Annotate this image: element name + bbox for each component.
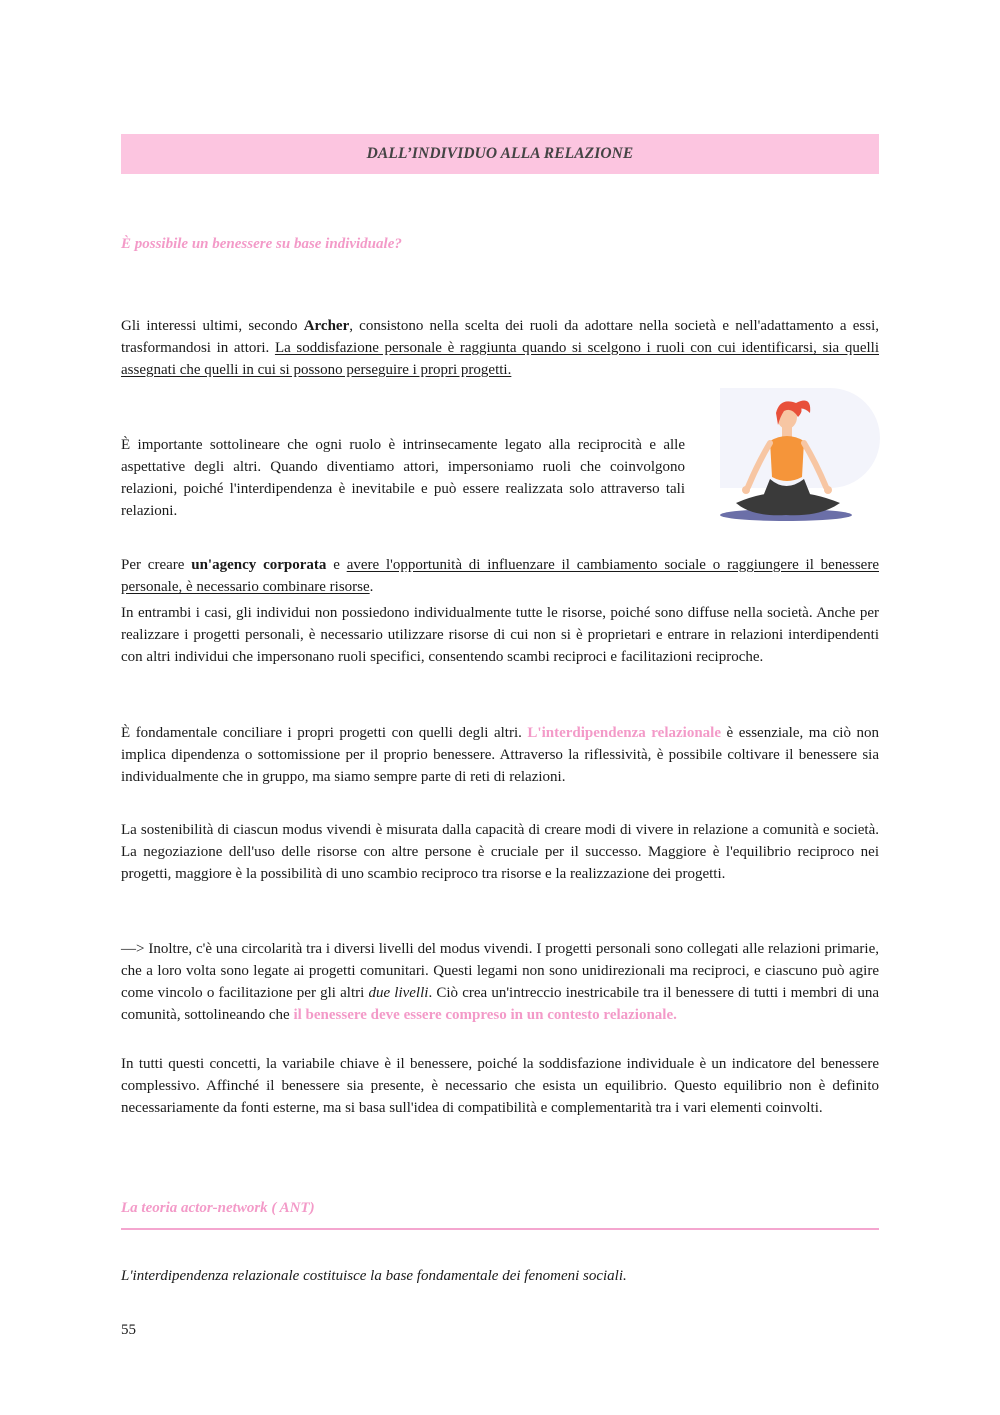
- meditation-yoga-icon: [700, 383, 880, 525]
- paragraph-resources: In entrambi i casi, gli individui non possiedono individualmente tutte le risorse, poiché sono diffuse nella società. Anche per realizzare i progetti personali, è necessario utilizzare risorse di cui non si è proprietari e entrare in relazioni interdipendenti con altri individui che impersonano ruoli specifici, consentendo scambi reciproci e facilitazioni reciproche.: [121, 605, 879, 665]
- paragraph-circularity: —> Inoltre, c'è una circolarità tra i diversi livelli del modus vivendi. I progetti personali sono collegati alle relazioni primarie, che a loro volta sono legate ai progetti comunitari. Questi legami non sono unidirezionali ma reciproci, e ciascuno può agire come vincolo o facilitazione per gli altri due livelli. Ciò crea un'intreccio inestricabile tra il benessere di tutti i membri di una comunità, sottolineando che il benessere deve essere compreso in un contesto relazionale.: [121, 941, 879, 1023]
- paragraph-archer: Gli interessi ultimi, secondo Archer, consistono nella scelta dei ruoli da adottare nella società e nell'adattamento a essi, trasformandosi in attori. La soddisfazione personale è raggiunta quando si scelgono i ruoli con cui identificarsi, sia quelli assegnati che quelli in cui si possono perseguire i propri progetti.: [121, 318, 879, 378]
- section-heading-ant: La teoria actor-network ( ANT): [121, 1200, 315, 1216]
- paragraph-key-variable: In tutti questi concetti, la variabile chiave è il benessere, poiché la soddisfazione individuale è un indicatore del benessere complessivo. Affinché il benessere sia presente, è necessario che esista un equilibrio. Questo equilibrio non è definito necessariamente da fonti esterne, ma si basa sull'idea di compatibilità e complementarità tra i vari elementi coinvolti.: [121, 1056, 879, 1116]
- chapter-title: DALL’INDIVIDUO ALLA RELAZIONE: [366, 145, 634, 162]
- section-heading: È possibile un benessere su base individuale?: [121, 236, 402, 252]
- paragraph-sustainability: La sostenibilità di ciascun modus vivendi è misurata dalla capacità di creare modi di vivere in relazione a comunità e società. La negoziazione dell'uso delle risorse con altre persone è cruciale per il successo. Maggiore è l'equilibrio reciproco nei progetti, maggiore è la possibilità di uno scambio reciproco tra risorse e la realizzazione dei progetti.: [121, 822, 879, 882]
- section-divider: [121, 1228, 879, 1230]
- paragraph-ant-intro: L'interdipendenza relazionale costituisce la base fondamentale dei fenomeni sociali.: [121, 1268, 627, 1284]
- chapter-banner: [121, 134, 879, 174]
- paragraph-reciprocity: È importante sottolineare che ogni ruolo è intrinsecamente legato alla reciprocità e alle aspettative degli altri. Quando diventiamo attori, impersoniamo ruoli che coinvolgono relazioni, poiché l'interdipendenza è inevitabile e può essere realizzata solo attraverso tali relazioni.: [121, 437, 685, 519]
- page-number: 55: [121, 1322, 136, 1338]
- paragraph-agency: Per creare un'agency corporata e avere l'opportunità di influenzare il cambiamento sociale o raggiungere il benessere personale, è necessario combinare risorse.: [121, 557, 879, 595]
- paragraph-interdependence: È fondamentale conciliare i propri progetti con quelli degli altri. L'interdipendenza relazionale è essenziale, ma ciò non implica dipendenza o sottomissione per il proprio benessere. Attraverso la riflessività, è possibile coltivare il benessere sia individualmente che in gruppo, ma siamo sempre parte di reti di relazioni.: [121, 725, 879, 785]
